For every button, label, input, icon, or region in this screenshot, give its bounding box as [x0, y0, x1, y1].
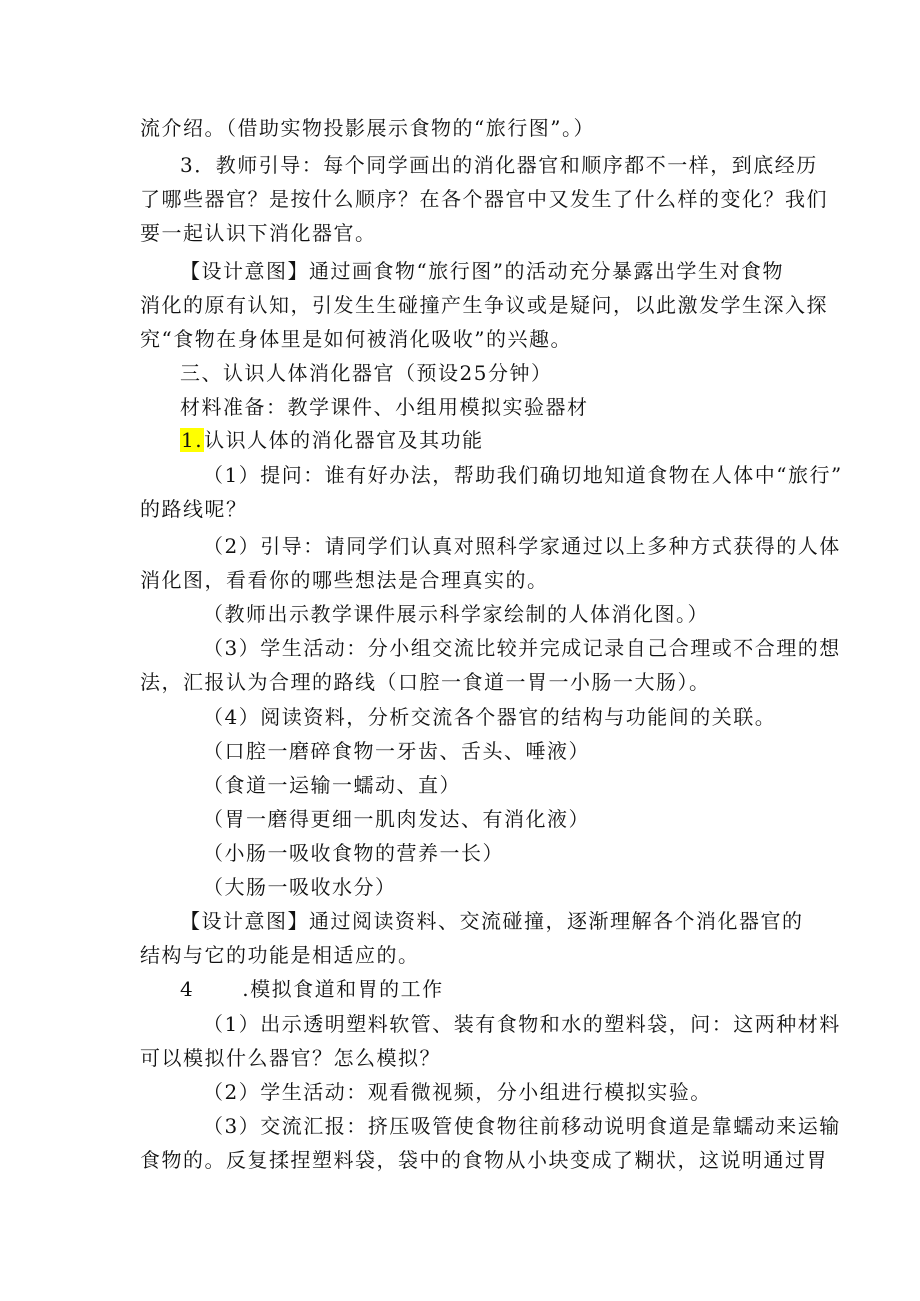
paragraph-line: 3．教师引导：每个同学画出的消化器官和顺序都不一样，到底经历 [180, 153, 818, 177]
design-intent-line: 【设计意图】通过画食物“旅行图”的活动充分暴露出学生对食物 [180, 259, 784, 283]
paragraph-line: （口腔一磨碎食物一牙齿、舌头、唾液） [203, 739, 590, 763]
paragraph-line: 究“食物在身体里是如何被消化吸收”的兴趣。 [140, 327, 572, 351]
paragraph-line: （教师出示教学课件展示科学家绘制的人体消化图。） [203, 602, 709, 626]
paragraph-line: 了哪些器官？是按什么顺序？在各个器官中又发生了什么样的变化？我们 [140, 187, 828, 211]
paragraph-line: 食物的。反复揉捏塑料袋，袋中的食物从小块变成了糊状，这说明通过胃 [140, 1148, 828, 1172]
paragraph-line: （4）阅读资料，分析交流各个器官的结构与功能间的关联。 [203, 705, 777, 729]
paragraph-line: 消化图，看看你的哪些想法是合理真实的。 [140, 568, 549, 592]
paragraph-line: 的路线呢？ [140, 497, 248, 521]
paragraph-line: （3）学生活动：分小组交流比较并完成记录自己合理或不合理的想 [203, 636, 841, 660]
paragraph-line: （1）出示透明塑料软管、装有食物和水的塑料袋，问：这两种材料 [203, 1012, 841, 1036]
design-intent-line: 【设计意图】通过阅读资料、交流碰撞，逐渐理解各个消化器官的 [180, 909, 804, 933]
paragraph-line: 法，汇报认为合理的路线（口腔一食道一胃一小肠一大肠）。 [140, 670, 711, 694]
paragraph-line: （1）提问：谁有好办法，帮助我们确切地知道食物在人体中“旅行” [203, 463, 843, 487]
subsection-number: 4 [180, 977, 195, 1001]
paragraph-line: 要一起认识下消化器官。 [140, 221, 377, 245]
paragraph-line: 消化的原有认知，引发生生碰撞产生争议或是疑问，以此激发学生深入探 [140, 293, 828, 317]
highlighted-number: 1. [181, 428, 204, 452]
section-heading: 三、认识人体消化器官（预设25分钟） [180, 361, 553, 385]
paragraph-line: （2）引导：请同学们认真对照科学家通过以上多种方式获得的人体 [203, 534, 841, 558]
paragraph-line: （3）交流汇报：挤压吸管使食物往前移动说明食道是靠蠕动来运输 [203, 1114, 841, 1138]
paragraph-line: （小肠一吸收食物的营养一长） [203, 841, 504, 865]
subsection-heading [180, 974, 790, 1004]
paragraph-line: （胃一磨得更细一肌肉发达、有消化液） [203, 807, 590, 831]
paragraph-line: 结构与它的功能是相适应的。 [140, 943, 420, 967]
subsection-heading [180, 425, 790, 455]
paragraph-line: （2）学生活动：观看微视频，分小组进行模拟实验。 [203, 1080, 712, 1104]
paragraph-line: 流介绍。（借助实物投影展示食物的“旅行图”。） [140, 116, 595, 140]
paragraph-line: （大肠一吸收水分） [203, 875, 397, 899]
subsection-title: 认识人体的消化器官及其功能 [204, 428, 484, 452]
materials-line: 材料准备：教学课件、小组用模拟实验器材 [180, 395, 589, 419]
subsection-title: .模拟食道和胃的工作 [242, 977, 444, 1001]
paragraph-line: 可以模拟什么器官？怎么模拟？ [140, 1046, 441, 1070]
paragraph-line: （食道一运输一蠕动、直） [203, 773, 461, 797]
